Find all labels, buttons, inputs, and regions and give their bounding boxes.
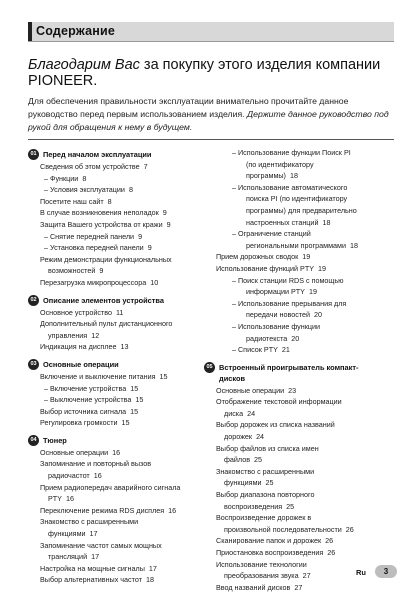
toc-page-number: 18	[322, 217, 331, 227]
toc-entry-label: Настройка на мощные сигналы	[40, 563, 145, 573]
toc-section-05[interactable]	[204, 362, 396, 384]
toc-page-number: 25	[265, 478, 274, 488]
toc-entry-continuation[interactable]	[216, 333, 396, 345]
header-rule	[28, 41, 394, 42]
toc-entry[interactable]	[28, 307, 213, 319]
toc-entry-label: Ввод названий дисков	[216, 582, 291, 592]
toc-entry[interactable]	[28, 516, 213, 528]
toc-entry[interactable]	[28, 242, 213, 254]
toc-page-number: 19	[308, 287, 317, 297]
toc-page-number: 16	[93, 471, 102, 481]
toc-page-number: 9	[147, 243, 152, 253]
toc-page-number: 18	[146, 575, 154, 585]
toc-page-number: 9	[162, 208, 167, 218]
toc-entry-continuation[interactable]	[28, 493, 213, 505]
intro-title-lead: Благодарим Вас	[28, 57, 140, 73]
toc-page-number: 8	[128, 185, 133, 195]
toc-entry-label: Запоминание и повторный вызов	[40, 459, 152, 469]
toc-entry[interactable]	[28, 482, 213, 494]
toc-entry[interactable]	[28, 574, 213, 586]
toc-entry[interactable]	[216, 582, 396, 594]
toc-entry-label: – Использование функции Поиск PI	[232, 148, 351, 157]
toc-page-number: 26	[345, 524, 354, 534]
toc-entry-label: Запоминание частот самых мощных	[40, 540, 162, 550]
toc-entry-continuation[interactable]	[216, 408, 396, 420]
intro-text-plain: Для обеспечения правильности эксплуатации внимательно прочитайте данное руководство перед первым использованием изделия.	[28, 96, 349, 119]
toc-page-number: 16	[65, 494, 74, 504]
toc-entry-label: файлов	[224, 455, 251, 465]
toc-entry[interactable]	[28, 417, 213, 429]
toc-entry-continuation[interactable]	[216, 477, 396, 489]
toc-entry-label: Прием дорожных сводок	[216, 252, 299, 262]
intro-title	[28, 57, 398, 89]
toc-left-column	[28, 147, 213, 586]
toc-entry-label: – Выключение устройства	[44, 395, 132, 405]
page-title: Содержание	[36, 24, 116, 38]
toc-entry-label: региональными программами	[246, 240, 346, 250]
toc-entry-label: – Использование прерывания для	[232, 298, 347, 308]
toc-entry[interactable]	[28, 505, 213, 517]
toc-entry-label: Выбор источника сигнала	[40, 406, 127, 416]
toc-page-number: 15	[130, 406, 139, 416]
toc-entry[interactable]	[216, 396, 396, 408]
toc-entry-label: Перезагрузка микропроцессора	[40, 277, 147, 287]
toc-page-number: 9	[138, 231, 143, 241]
toc-entry-continuation[interactable]	[216, 501, 396, 513]
section-number-badge: 01	[28, 149, 39, 160]
toc-entry-label: Основные операции	[40, 447, 109, 457]
toc-entry-label: настроенных станций	[246, 217, 319, 227]
toc-page-number: 19	[318, 263, 327, 273]
toc-entry[interactable]	[28, 394, 213, 406]
intro-title-rest: за покупку этого изделия компании PIONEER.	[28, 57, 381, 89]
toc-entry-label: программы) для предварительно	[246, 205, 357, 215]
toc-entry[interactable]	[216, 559, 396, 571]
toc-entry-label: возможностей	[48, 266, 96, 276]
toc-entry-label: Регулировка громкости	[40, 418, 118, 428]
toc-page-number: 18	[289, 171, 298, 181]
toc-entry-label: (по идентификатору	[246, 159, 314, 169]
toc-entry-label: – Список PTY	[232, 345, 278, 355]
toc-entry-continuation[interactable]	[216, 217, 396, 229]
toc-entry-label: Приостановка воспроизведения	[216, 548, 324, 557]
toc-page-number: 20	[291, 333, 300, 343]
toc-entry[interactable]	[28, 231, 213, 243]
toc-entry-continuation[interactable]	[216, 524, 396, 536]
toc-entry-continuation[interactable]	[216, 205, 396, 217]
section-title: Основные операции	[43, 359, 119, 369]
toc-section-01[interactable]	[28, 149, 213, 160]
toc-entry-label: – Использование автоматического	[232, 182, 348, 192]
toc-entry-continuation[interactable]	[216, 170, 396, 182]
toc-entry-label: Основное устройство	[40, 307, 112, 317]
toc-entry[interactable]	[28, 173, 213, 185]
toc-entry-label: радиотекста	[246, 333, 288, 343]
toc-entry-continuation[interactable]	[216, 309, 396, 321]
toc-entry[interactable]	[28, 458, 213, 470]
toc-entry[interactable]	[28, 341, 213, 353]
toc-entry-label: Индикация на дисплее	[40, 342, 117, 352]
toc-entry[interactable]	[28, 196, 213, 208]
toc-page-number: 8	[82, 173, 87, 183]
toc-entry[interactable]	[216, 275, 396, 287]
toc-entry[interactable]	[216, 512, 396, 524]
toc-entry-continuation[interactable]	[28, 265, 213, 277]
toc-page-number: 27	[294, 582, 303, 592]
toc-entry-continuation[interactable]	[216, 431, 396, 443]
toc-page-number: 21	[281, 345, 290, 355]
toc-entry-label: Прием радиопередач аварийного сигнала	[40, 482, 181, 492]
toc-entry-label: Знакомство с расширенными	[40, 517, 139, 527]
intro-text-emphasis: Держите данное руководство под рукой для обращения к нему в будущем.	[28, 109, 389, 132]
section-number-badge: 03	[28, 359, 39, 370]
toc-entry-label: Отображение текстовой информации	[216, 397, 342, 407]
toc-page-number: 27	[302, 571, 311, 581]
section-number-badge: 05	[204, 362, 215, 373]
toc-entry-label: Включение и выключение питания	[40, 371, 156, 381]
toc-entry[interactable]	[216, 263, 396, 275]
toc-page-number: 26	[325, 536, 334, 546]
toc-page-number: 26	[327, 548, 336, 557]
toc-entry-label: функциями	[48, 529, 86, 539]
toc-page-number: 9	[166, 219, 171, 229]
toc-entry[interactable]	[216, 489, 396, 501]
toc-entry-label: Посетите наш сайт	[40, 196, 104, 206]
toc-entry-label: Знакомство с расширенными	[216, 466, 315, 476]
toc-page-number: 12	[91, 330, 100, 340]
toc-entry-label: – Снятие передней панели	[44, 231, 135, 241]
toc-entry-label: управления	[48, 330, 88, 340]
toc-entry-continuation[interactable]	[28, 528, 213, 540]
toc-entry-label: программы)	[246, 171, 286, 181]
toc-page-number: 17	[91, 552, 100, 562]
section-number-badge: 02	[28, 295, 39, 306]
toc-page-number: 11	[115, 307, 124, 317]
toc-entry-label: Выбор диапазона повторного	[216, 490, 315, 500]
toc-entry[interactable]	[216, 298, 396, 310]
toc-page-number: 24	[256, 432, 265, 442]
toc-entry[interactable]	[28, 406, 213, 418]
section-title-line: Встроенный проигрыватель компакт-	[219, 362, 359, 372]
intro-text	[28, 95, 396, 134]
toc-entry[interactable]	[28, 254, 213, 266]
toc-page-number: 15	[159, 371, 168, 381]
toc-entry-label: передачи новостей	[246, 310, 311, 320]
toc-entry[interactable]	[28, 447, 213, 459]
toc-entry[interactable]	[216, 321, 396, 333]
section-title: Описание элементов устройства	[43, 295, 164, 305]
toc-page-number: 15	[121, 418, 130, 428]
toc-entry[interactable]	[216, 251, 396, 263]
section-divider	[28, 139, 394, 140]
toc-entry[interactable]	[28, 540, 213, 552]
toc-entry-label: Основные операции	[216, 385, 285, 395]
toc-entry-continuation[interactable]	[28, 470, 213, 482]
toc-page-number: 17	[148, 563, 157, 573]
toc-entry[interactable]	[28, 318, 213, 330]
toc-right-column	[206, 147, 396, 593]
toc-entry-label: Сведения об этом устройстве	[40, 162, 140, 171]
toc-entry-label: информации PTY	[246, 287, 305, 297]
toc-entry-label: Использование технологии	[216, 559, 307, 569]
toc-entry-label: преобразования звука	[224, 571, 299, 581]
toc-entry-continuation[interactable]	[216, 240, 396, 252]
toc-entry-label: Воспроизведение дорожек в	[216, 513, 312, 523]
toc-page-number: 19	[302, 252, 311, 262]
toc-page-number: 10	[150, 277, 159, 287]
toc-entry[interactable]	[216, 443, 396, 455]
toc-section-02[interactable]	[28, 295, 213, 306]
toc-entry-continuation[interactable]	[28, 330, 213, 342]
toc-entry-continuation[interactable]	[216, 159, 396, 171]
toc-page-number: 15	[135, 395, 144, 405]
toc-page-number: 7	[143, 162, 148, 171]
toc-entry-label: трансляций	[48, 552, 88, 562]
toc-entry-label: Использование функций PTY	[216, 263, 315, 273]
page-number-badge: 3	[375, 565, 397, 578]
language-code: Ru	[356, 568, 366, 577]
toc-entry[interactable]	[28, 207, 213, 219]
toc-entry[interactable]	[28, 219, 213, 231]
toc-entry-label: – Функции	[44, 173, 79, 183]
toc-page-number: 24	[247, 408, 256, 418]
toc-entry[interactable]	[28, 383, 213, 395]
toc-entry-label: воспроизведения	[224, 501, 283, 511]
toc-page-number: 9	[99, 266, 104, 276]
toc-entry[interactable]	[216, 385, 396, 397]
toc-entry[interactable]	[216, 466, 396, 478]
toc-page-number: 15	[130, 383, 139, 393]
toc-entry-label: функциями	[224, 478, 262, 488]
toc-page-number: 18	[349, 240, 358, 250]
toc-entry-label: – Установка передней панели	[44, 243, 144, 253]
toc-page-number: 25	[286, 501, 295, 511]
toc-entry-label: Сканирование папок и дорожек	[216, 536, 322, 546]
section-title: Тюнер	[43, 435, 67, 445]
toc-entry[interactable]	[28, 277, 213, 289]
toc-entry-label: Дополнительный пульт дистанционного	[40, 319, 173, 329]
toc-entry-continuation[interactable]	[216, 570, 396, 582]
toc-page-number: 16	[168, 505, 177, 515]
toc-entry-label: – Использование функции	[232, 321, 321, 331]
toc-entry-label: поиска PI (по идентификатору	[246, 194, 348, 204]
toc-entry-label: PTY	[48, 494, 62, 504]
toc-entry[interactable]	[28, 184, 213, 196]
toc-entry-label: – Поиск станции RDS с помощью	[232, 275, 344, 285]
toc-page-number: 17	[89, 529, 98, 539]
toc-entry[interactable]	[216, 419, 396, 431]
toc-entry-label: радиочастот	[48, 471, 90, 481]
toc-entry-continuation[interactable]	[216, 454, 396, 466]
toc-entry-label: В случае возникновения неполадок	[40, 208, 159, 218]
toc-page-number: 25	[254, 455, 263, 465]
toc-entry[interactable]	[28, 371, 213, 383]
toc-entry[interactable]	[216, 344, 396, 356]
toc-entry-label: – Условия эксплуатации	[44, 185, 125, 195]
toc-page-number: 20	[314, 310, 323, 320]
toc-section-03[interactable]	[28, 359, 213, 370]
toc-page-number: 13	[120, 342, 129, 352]
section-number-badge: 04	[28, 435, 39, 446]
toc-entry-continuation[interactable]	[28, 551, 213, 563]
toc-page-number: 23	[288, 385, 297, 395]
toc-entry-continuation[interactable]	[216, 193, 396, 205]
toc-page-number: 16	[112, 447, 121, 457]
toc-entry[interactable]	[216, 535, 396, 547]
toc-entry[interactable]	[216, 228, 396, 240]
toc-entry-label: Режим демонстрации функциональных	[40, 254, 172, 264]
toc-entry-label: Выбор файлов из списка имен	[216, 443, 319, 453]
section-title-line: дисков	[219, 373, 246, 383]
toc-entry[interactable]	[216, 147, 396, 159]
toc-page-number: 8	[107, 196, 112, 206]
section-title: Перед началом эксплуатации	[43, 150, 152, 159]
toc-entry-label: произвольной последовательности	[224, 524, 342, 534]
toc-entry-label: – Ограничение станций	[232, 229, 311, 239]
toc-entry-label: Выбор альтернативных частот	[40, 575, 142, 585]
section-title	[219, 362, 358, 384]
toc-entry[interactable]	[28, 161, 213, 173]
toc-entry[interactable]	[216, 547, 396, 559]
toc-section-04[interactable]	[28, 435, 213, 446]
toc-entry-label: дорожек	[224, 432, 253, 442]
toc-entry-label: – Включение устройства	[44, 383, 127, 393]
toc-entry-label: Выбор дорожек из списка названий	[216, 420, 335, 430]
toc-entry[interactable]	[28, 563, 213, 575]
toc-entry[interactable]	[216, 182, 396, 194]
toc-entry-label: диска	[224, 408, 244, 418]
toc-entry-label: Защита Вашего устройства от кражи	[40, 219, 163, 229]
toc-entry-label: Переключение режима RDS дисплея	[40, 505, 165, 515]
toc-entry-continuation[interactable]	[216, 286, 396, 298]
